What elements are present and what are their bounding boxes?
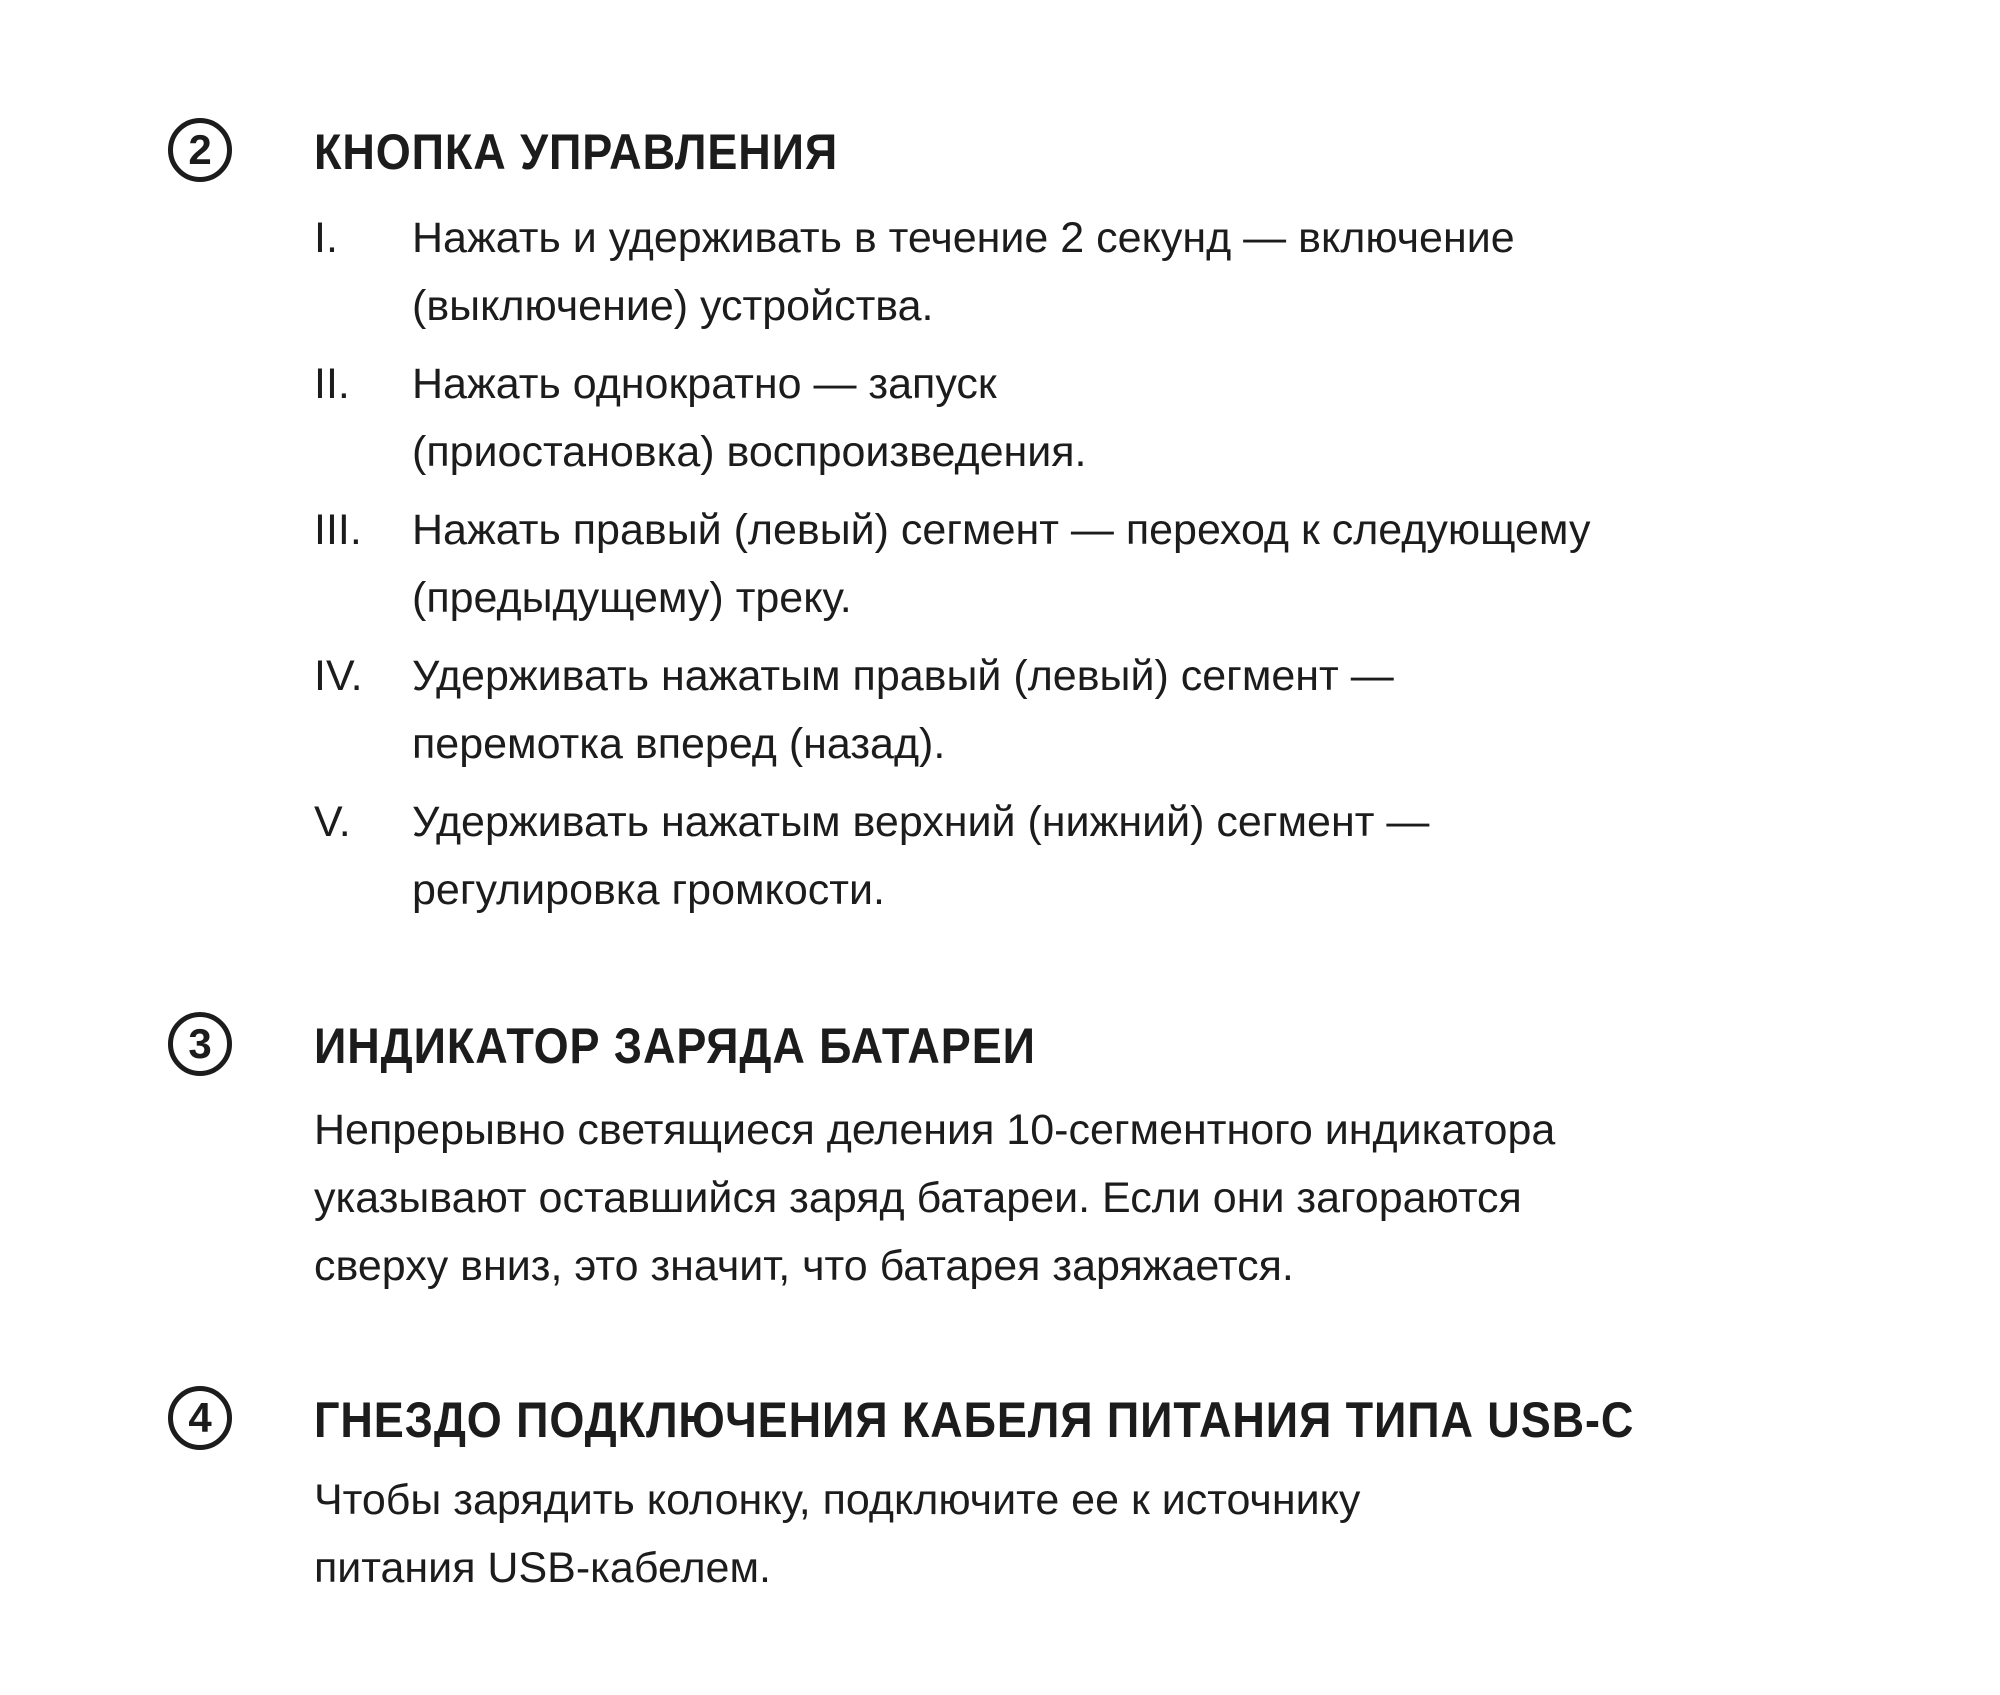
list-item-numeral: V. [314,798,351,846]
list-item-numeral: I. [314,214,338,262]
control-instructions-list [314,204,1590,934]
section-number-marker: 2 [168,118,232,182]
list-item [314,788,1590,924]
list-item [314,204,1590,340]
section-number-marker: 3 [168,1012,232,1076]
list-item-text: Удерживать нажатым правый (левый) сегмент — перемотка вперед (назад). [412,652,1394,768]
section-heading: ГНЕЗДО ПОДКЛЮЧЕНИЯ КАБЕЛЯ ПИТАНИЯ ТИПА USB-C [314,1392,1635,1448]
list-item [314,496,1590,632]
list-item-text: Нажать правый (левый) сегмент — переход к следующему (предыдущему) треку. [412,506,1591,622]
list-item-text: Удерживать нажатым верхний (нижний) сегмент — регулировка громкости. [412,798,1430,914]
list-item-text: Нажать однократно — запуск (приостановка) воспроизведения. [412,360,1087,476]
section-heading: ИНДИКАТОР ЗАРЯДА БАТАРЕИ [314,1018,1036,1074]
list-item [314,642,1590,778]
list-item-numeral: II. [314,360,350,408]
list-item-text: Нажать и удерживать в течение 2 секунд — включение (выключение) устройства. [412,214,1515,330]
section-heading: КНОПКА УПРАВЛЕНИЯ [314,124,839,180]
section-description: Чтобы зарядить колонку, подключите ее к источнику питания USB-кабелем. [314,1476,1361,1592]
section-description: Непрерывно светящиеся деления 10-сегментного индикатора указывают оставшийся заряд батареи. Если они загораются сверху вниз, это значит, что батарея заряжается. [314,1106,1556,1290]
list-item-numeral: IV. [314,652,363,700]
section-number-marker: 4 [168,1386,232,1450]
list-item-numeral: III. [314,506,362,554]
list-item [314,350,1590,486]
